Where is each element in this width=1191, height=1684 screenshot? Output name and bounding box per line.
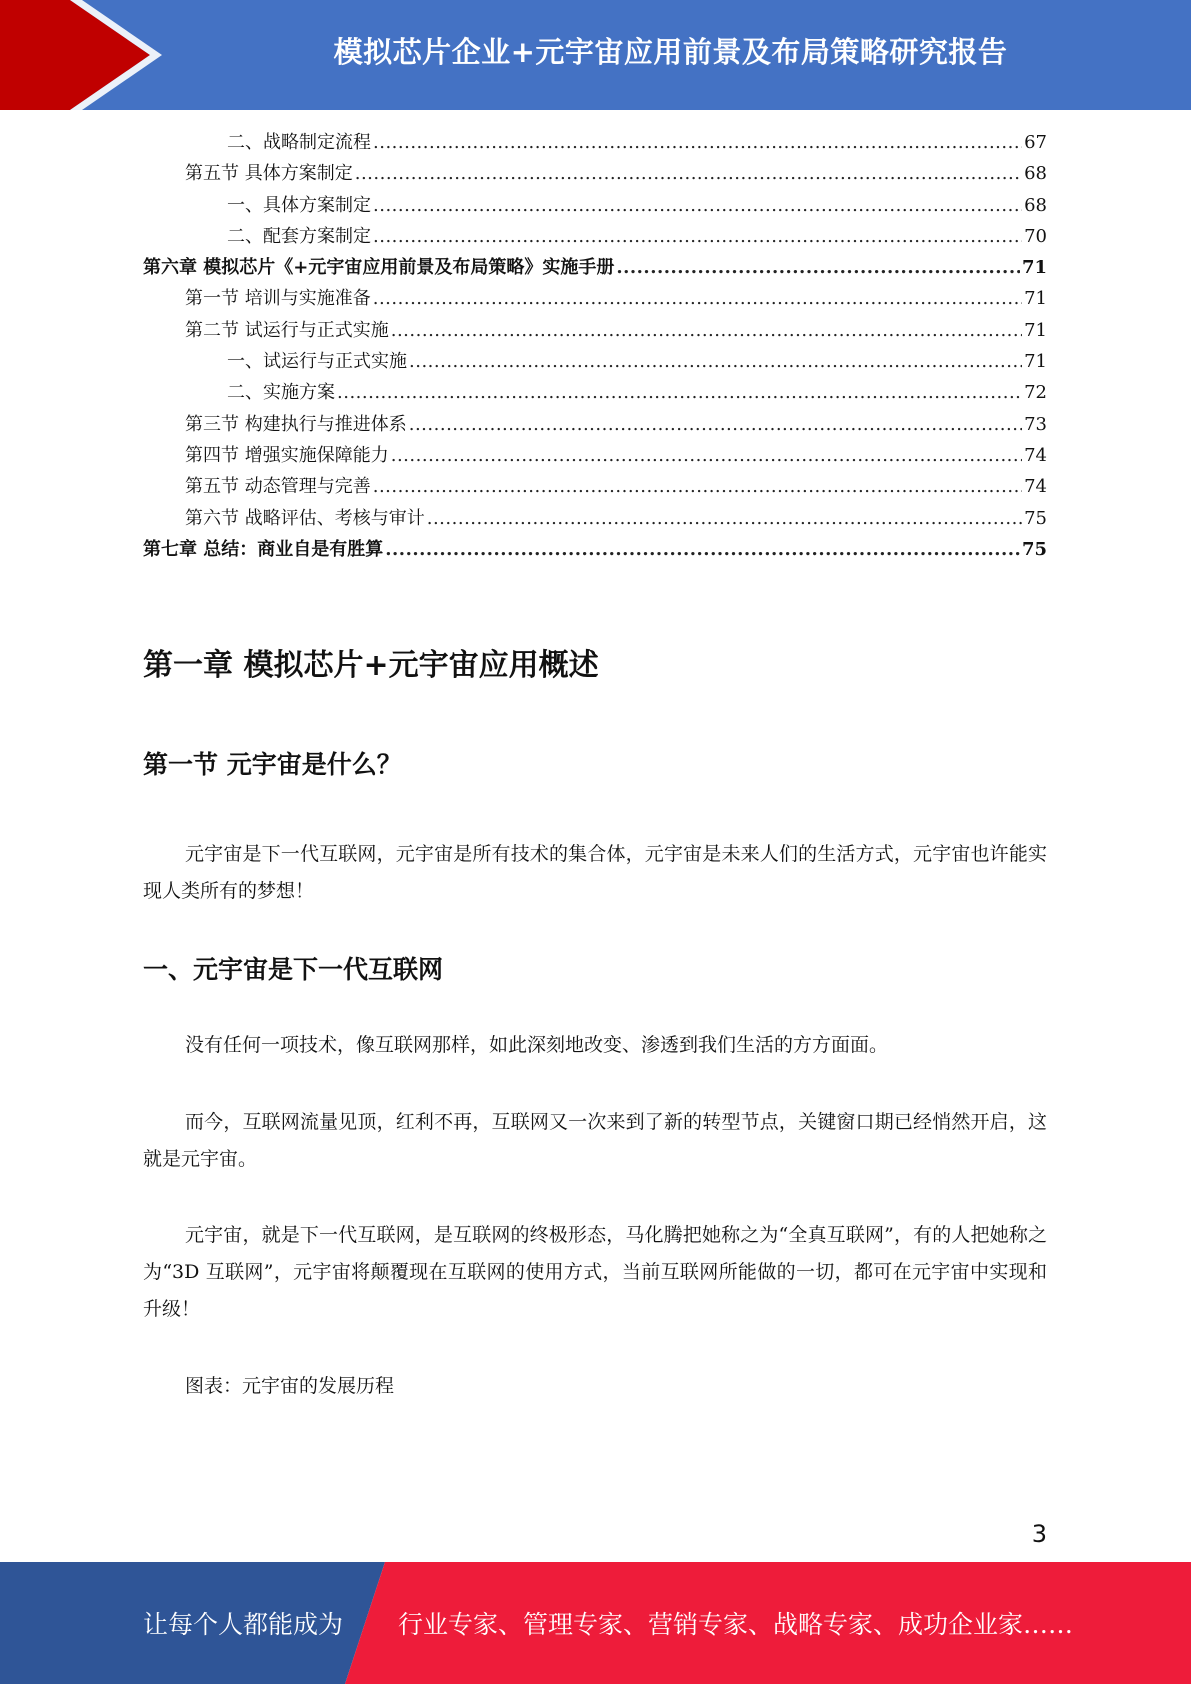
page-header (0, 0, 1191, 110)
intro-paragraph: 元宇宙是下一代互联网，元宇宙是所有技术的集合体，元宇宙是未来人们的生活方式，元宇宙也许能实现人类所有的梦想！ (143, 843, 1047, 902)
page-footer (0, 1562, 1191, 1684)
toc-entry-page: 71 (1024, 288, 1047, 310)
page-number: 3 (1031, 1520, 1047, 1548)
report-title: 模拟芯片企业+元宇宙应用前景及布局策略研究报告 (333, 34, 1008, 69)
footer-slogan-left: 让每个人都能成为 (143, 1610, 344, 1639)
toc-entry[interactable] (143, 378, 1047, 409)
toc-leader-dots (409, 414, 1022, 435)
toc-entry[interactable] (143, 128, 1047, 159)
toc-entry-title: 一、具体方案制定 (227, 194, 371, 216)
toc-entry-title: 二、实施方案 (227, 382, 335, 404)
toc-entry-page: 74 (1024, 476, 1047, 498)
toc-entry-title: 第五节 具体方案制定 (185, 163, 353, 185)
toc-leader-dots (373, 226, 1022, 247)
toc-entry[interactable] (143, 284, 1047, 315)
toc-entry[interactable] (143, 316, 1047, 347)
toc-entry-title: 第七章 总结：商业自是有胜算 (143, 538, 384, 560)
toc-leader-dots (373, 132, 1022, 153)
toc-entry[interactable] (143, 159, 1047, 190)
toc-entry-title: 二、战略制定流程 (227, 132, 371, 153)
toc-entry-title: 二、配套方案制定 (227, 225, 371, 247)
toc-entry-page: 72 (1024, 382, 1047, 404)
toc-entry-title: 第六章 模拟芯片《+元宇宙应用前景及布局策略》实施手册 (143, 257, 615, 279)
figure-caption: 图表：元宇宙的发展历程 (185, 1375, 395, 1397)
toc-entry-page: 74 (1024, 444, 1047, 466)
table-of-contents (143, 128, 1047, 566)
toc-leader-dots (355, 163, 1022, 184)
toc-leader-dots (373, 195, 1022, 216)
toc-entry[interactable] (143, 472, 1047, 503)
toc-entry-page: 75 (1024, 507, 1047, 529)
section-title: 第一节 元宇宙是什么？ (143, 750, 402, 779)
toc-entry-page: 71 (1024, 351, 1047, 373)
chapter-title: 第一章 模拟芯片+元宇宙应用概述 (143, 648, 599, 683)
toc-entry-page: 71 (1024, 319, 1047, 341)
body-paragraph-2: 而今，互联网流量见顶，红利不再，互联网又一次来到了新的转型节点，关键窗口期已经悄然开启，这就是元宇宙。 (143, 1111, 1047, 1170)
toc-entry[interactable] (143, 410, 1047, 441)
toc-entry[interactable] (143, 222, 1047, 253)
toc-entry-page: 70 (1024, 225, 1047, 247)
toc-entry-title: 第一节 培训与实施准备 (185, 288, 371, 310)
toc-entry[interactable] (143, 191, 1047, 222)
subsection-title: 一、元宇宙是下一代互联网 (143, 955, 444, 984)
toc-entry-title: 第六节 战略评估、考核与审计 (185, 507, 425, 529)
toc-entry[interactable] (143, 253, 1047, 284)
toc-entry-page: 68 (1024, 163, 1047, 185)
toc-leader-dots (391, 320, 1022, 341)
toc-entry[interactable] (143, 441, 1047, 472)
toc-entry-page: 73 (1024, 413, 1047, 435)
toc-entry-title: 一、试运行与正式实施 (227, 351, 407, 373)
toc-entry-page: 67 (1024, 132, 1047, 153)
body-paragraph-3: 元宇宙，就是下一代互联网，是互联网的终极形态，马化腾把她称之为“全真互联网”，有的人把她称之为“3D 互联网”，元宇宙将颠覆现在互联网的使用方式，当前互联网所能做的一切，都可在元宇宙中实现和升级！ (143, 1224, 1047, 1320)
toc-leader-dots (373, 288, 1022, 309)
toc-leader-dots (409, 351, 1022, 372)
toc-entry-title: 第五节 动态管理与完善 (185, 476, 371, 498)
toc-entry[interactable] (143, 347, 1047, 378)
toc-entry-page: 75 (1021, 538, 1047, 560)
toc-entry-title: 第四节 增强实施保障能力 (185, 444, 389, 466)
toc-leader-dots (337, 382, 1022, 403)
toc-leader-dots (391, 445, 1022, 466)
toc-leader-dots (385, 539, 1020, 560)
toc-entry-page: 71 (1021, 257, 1047, 279)
toc-leader-dots (373, 476, 1022, 497)
footer-slogan-right: 行业专家、管理专家、营销专家、战略专家、成功企业家…… (398, 1610, 1074, 1639)
toc-entry-title: 第二节 试运行与正式实施 (185, 319, 389, 341)
body-paragraph-1: 没有任何一项技术，像互联网那样，如此深刻地改变、渗透到我们生活的方方面面。 (185, 1034, 889, 1056)
toc-entry-page: 68 (1024, 194, 1047, 216)
toc-leader-dots (427, 508, 1022, 529)
toc-entry[interactable] (143, 504, 1047, 535)
toc-entry[interactable] (143, 535, 1047, 566)
toc-entry-title: 第三节 构建执行与推进体系 (185, 413, 407, 435)
toc-leader-dots (616, 257, 1020, 278)
